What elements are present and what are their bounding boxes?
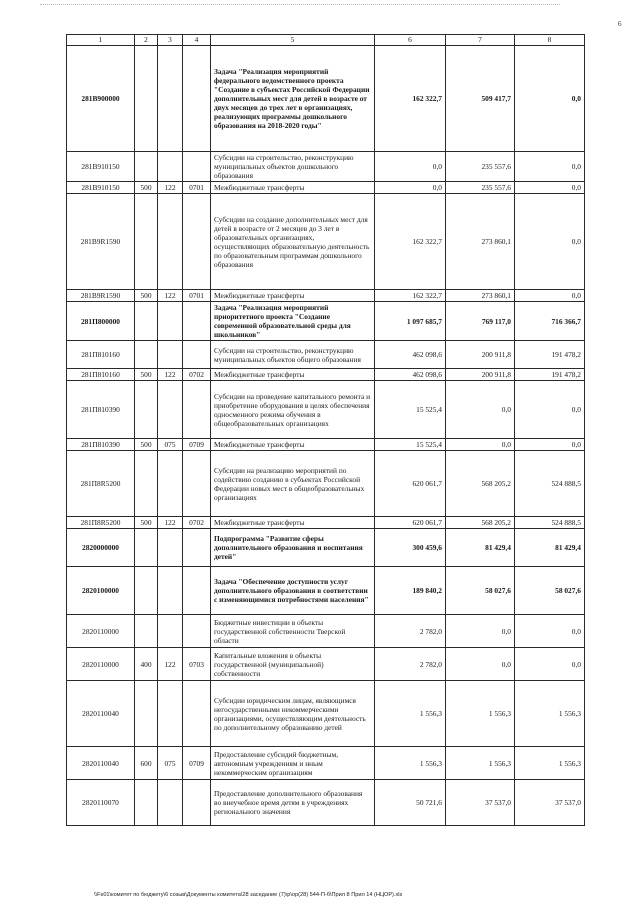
row-value-col8-cell: 716 366,7 [515,302,585,341]
row-value-col8-cell: 0,0 [515,290,585,302]
row-description-cell: Субсидии на строительство, реконструкцию муниципальных объектов общего образования [211,341,375,369]
table-row [67,517,585,529]
row-value-col7-cell: 1 556,3 [446,681,515,747]
row-col2-cell [135,681,158,747]
row-value-col7-cell: 0,0 [446,615,515,648]
row-col3-cell [158,567,183,615]
row-col2-cell [135,567,158,615]
row-code-cell: 281П8R5200 [67,517,135,529]
table-row [67,529,585,567]
row-code-cell: 281П810160 [67,341,135,369]
table-row [67,152,585,182]
row-value-col7-cell: 273 860,1 [446,290,515,302]
row-value-col8-cell: 0,0 [515,648,585,681]
row-code-cell: 281В910150 [67,152,135,182]
row-col3-cell: 075 [158,439,183,451]
row-col2-cell: 500 [135,439,158,451]
row-col4-cell: 0701 [183,290,211,302]
row-value-col8-cell: 0,0 [515,439,585,451]
row-col3-cell [158,302,183,341]
row-col3-cell: 122 [158,290,183,302]
row-col2-cell [135,451,158,517]
row-value-col7-cell: 0,0 [446,648,515,681]
row-col3-cell [158,46,183,152]
row-code-cell: 281П800000 [67,302,135,341]
header-cell: 7 [446,35,515,46]
row-code-cell: 281В9R1590 [67,194,135,290]
row-col2-cell: 500 [135,369,158,381]
row-code-cell: 2820000000 [67,529,135,567]
row-value-col8-cell: 0,0 [515,615,585,648]
header-cell: 1 [67,35,135,46]
row-code-cell: 2820100000 [67,567,135,615]
row-value-col8-cell: 37 537,0 [515,780,585,826]
row-code-cell: 2820110000 [67,648,135,681]
row-col2-cell: 600 [135,747,158,780]
row-value-col7-cell: 235 557,6 [446,182,515,194]
row-description-cell: Субсидии на реализацию мероприятий по содействию созданию в субъектах Российской Федерации новых мест в общеобразовательных организациях [211,451,375,517]
table-row [67,369,585,381]
row-value-col6-cell: 462 098,6 [375,369,446,381]
row-col4-cell [183,302,211,341]
row-value-col7-cell: 37 537,0 [446,780,515,826]
row-value-col6-cell: 0,0 [375,152,446,182]
table-row [67,46,585,152]
row-value-col6-cell: 15 525,4 [375,439,446,451]
row-value-col7-cell: 568 205,2 [446,451,515,517]
row-description-cell: Субсидии на строительство, реконструкцию муниципальных объектов дошкольного образования [211,152,375,182]
table-row [67,302,585,341]
row-col4-cell [183,341,211,369]
row-col2-cell: 400 [135,648,158,681]
row-col4-cell: 0709 [183,747,211,780]
row-value-col6-cell: 162 322,7 [375,46,446,152]
row-col3-cell [158,780,183,826]
row-col4-cell [183,529,211,567]
row-value-col6-cell: 50 721,6 [375,780,446,826]
row-value-col8-cell: 58 027,6 [515,567,585,615]
row-code-cell: 2820110040 [67,747,135,780]
row-value-col7-cell: 200 911,8 [446,341,515,369]
row-col2-cell [135,302,158,341]
row-value-col8-cell: 0,0 [515,381,585,439]
row-code-cell: 2820110040 [67,681,135,747]
table-row [67,451,585,517]
row-value-col6-cell: 1 556,3 [375,681,446,747]
row-description-cell: Межбюджетные трансферты [211,517,375,529]
row-description-cell: Межбюджетные трансферты [211,290,375,302]
header-cell: 5 [211,35,375,46]
table-row [67,290,585,302]
row-code-cell: 281В900000 [67,46,135,152]
file-path-footer: \\Fs01\комитет по бюджету\6 созыв\Документы комитета\28 заседание (7)\р\ор(28) 544-П-б\Прил 8 Прил 14 (НЦОР).xls [94,892,403,898]
row-value-col7-cell: 200 911,8 [446,369,515,381]
row-col4-cell [183,681,211,747]
row-value-col7-cell: 509 417,7 [446,46,515,152]
row-col2-cell: 500 [135,517,158,529]
row-value-col6-cell: 162 322,7 [375,194,446,290]
row-col4-cell [183,451,211,517]
row-value-col6-cell: 2 782,0 [375,648,446,681]
row-description-cell: Предоставление субсидий бюджетным, автономным учреждениям и иным некоммерческим организациям [211,747,375,780]
row-value-col6-cell: 620 061,7 [375,451,446,517]
row-col2-cell [135,152,158,182]
row-col3-cell [158,681,183,747]
row-value-col6-cell: 0,0 [375,182,446,194]
row-col3-cell [158,381,183,439]
row-description-cell: Межбюджетные трансферты [211,439,375,451]
header-cell: 6 [375,35,446,46]
row-description-cell: Межбюджетные трансферты [211,182,375,194]
row-value-col7-cell: 58 027,6 [446,567,515,615]
row-col2-cell [135,46,158,152]
row-col4-cell [183,567,211,615]
row-col3-cell [158,194,183,290]
row-col3-cell [158,152,183,182]
row-col4-cell [183,46,211,152]
row-value-col7-cell: 568 205,2 [446,517,515,529]
row-value-col6-cell: 1 097 685,7 [375,302,446,341]
row-col3-cell [158,615,183,648]
row-description-cell: Субсидии на проведение капитального ремонта и приобретение оборудования в целях обеспечения односменного режима обучения в общеобразовательных организациях [211,381,375,439]
row-col2-cell: 500 [135,290,158,302]
row-code-cell: 281П810390 [67,439,135,451]
row-value-col6-cell: 620 061,7 [375,517,446,529]
row-col2-cell [135,529,158,567]
row-code-cell: 281П8R5200 [67,451,135,517]
row-col3-cell: 122 [158,517,183,529]
row-col2-cell [135,381,158,439]
table-row [67,439,585,451]
row-value-col7-cell: 1 556,3 [446,747,515,780]
row-col4-cell: 0702 [183,369,211,381]
row-value-col6-cell: 2 782,0 [375,615,446,648]
row-description-cell: Подпрограмма "Развитие сферы дополнительного образования и воспитания детей" [211,529,375,567]
row-col2-cell: 500 [135,182,158,194]
table-row [67,182,585,194]
header-cell: 4 [183,35,211,46]
row-value-col7-cell: 235 557,6 [446,152,515,182]
row-col3-cell: 122 [158,182,183,194]
row-col3-cell [158,529,183,567]
header-cell: 8 [515,35,585,46]
budget-table [66,34,585,826]
row-description-cell: Бюджетные инвестиции в объекты государственной собственности Тверской области [211,615,375,648]
table-row [67,194,585,290]
row-col3-cell [158,451,183,517]
row-value-col6-cell: 462 098,6 [375,341,446,369]
page-number: 6 [618,20,622,28]
header-cell: 2 [135,35,158,46]
row-description-cell: Задача "Реализация мероприятий федерального ведомственного проекта "Создание в субъектах Российской Федерации дополнительных мест для детей в возрасте от двух месяцев до трех лет в организациях, реализующих программы дошкольного образования на 2018-2020 годы" [211,46,375,152]
row-code-cell: 281П810160 [67,369,135,381]
row-value-col8-cell: 81 429,4 [515,529,585,567]
row-col2-cell [135,780,158,826]
row-value-col6-cell: 189 840,2 [375,567,446,615]
row-col4-cell: 0703 [183,648,211,681]
row-value-col8-cell: 191 478,2 [515,341,585,369]
row-code-cell: 281В9R1590 [67,290,135,302]
row-col3-cell: 122 [158,369,183,381]
row-col3-cell: 075 [158,747,183,780]
row-value-col6-cell: 300 459,6 [375,529,446,567]
row-value-col8-cell: 0,0 [515,46,585,152]
row-description-cell: Предоставление дополнительного образования во внеучебное время детям в учреждениях регионального значения [211,780,375,826]
row-value-col6-cell: 15 525,4 [375,381,446,439]
header-cell: 3 [158,35,183,46]
row-value-col8-cell: 0,0 [515,182,585,194]
table-row [67,780,585,826]
row-description-cell: Субсидии юридическим лицам, являющимся негосударственными некоммерческими организациями, осуществляющим деятельность по дополнительному образованию детей [211,681,375,747]
row-col4-cell: 0702 [183,517,211,529]
table-row [67,381,585,439]
row-description-cell: Задача "Реализация мероприятий приоритетного проекта "Создание современной образовательной среды для школьников" [211,302,375,341]
row-col4-cell [183,381,211,439]
table-row [67,567,585,615]
row-value-col8-cell: 191 478,2 [515,369,585,381]
row-col4-cell: 0701 [183,182,211,194]
row-value-col8-cell: 0,0 [515,194,585,290]
row-value-col6-cell: 162 322,7 [375,290,446,302]
table-row [67,648,585,681]
row-value-col7-cell: 0,0 [446,381,515,439]
row-col2-cell [135,615,158,648]
table-row [67,681,585,747]
row-col3-cell: 122 [158,648,183,681]
table-header-row [67,35,585,46]
row-value-col7-cell: 273 860,1 [446,194,515,290]
row-value-col8-cell: 524 888,5 [515,451,585,517]
row-code-cell: 281П810390 [67,381,135,439]
row-description-cell: Межбюджетные трансферты [211,369,375,381]
row-value-col7-cell: 0,0 [446,439,515,451]
row-value-col8-cell: 1 556,3 [515,747,585,780]
row-description-cell: Субсидии на создание дополнительных мест для детей в возрасте от 2 месяцев до 3 лет в образовательных организациях, осуществляющих образовательную деятельность по образовательным программам дошкольного образования [211,194,375,290]
row-col4-cell: 0709 [183,439,211,451]
table-row [67,615,585,648]
row-col2-cell [135,194,158,290]
table-row [67,341,585,369]
row-value-col7-cell: 81 429,4 [446,529,515,567]
row-col4-cell [183,615,211,648]
row-value-col8-cell: 0,0 [515,152,585,182]
top-border-dots [40,4,560,7]
row-col4-cell [183,780,211,826]
row-value-col8-cell: 1 556,3 [515,681,585,747]
row-code-cell: 2820110000 [67,615,135,648]
table-row [67,747,585,780]
row-col2-cell [135,341,158,369]
row-code-cell: 2820110070 [67,780,135,826]
row-col3-cell [158,341,183,369]
row-description-cell: Задача "Обеспечение доступности услуг дополнительного образования в соответствии с изменяющимися потребностями населения" [211,567,375,615]
row-value-col7-cell: 769 117,0 [446,302,515,341]
row-col4-cell [183,194,211,290]
row-description-cell: Капитальные вложения в объекты государственной (муниципальной) собственности [211,648,375,681]
row-code-cell: 281В910150 [67,182,135,194]
row-col4-cell [183,152,211,182]
row-value-col8-cell: 524 888,5 [515,517,585,529]
row-value-col6-cell: 1 556,3 [375,747,446,780]
